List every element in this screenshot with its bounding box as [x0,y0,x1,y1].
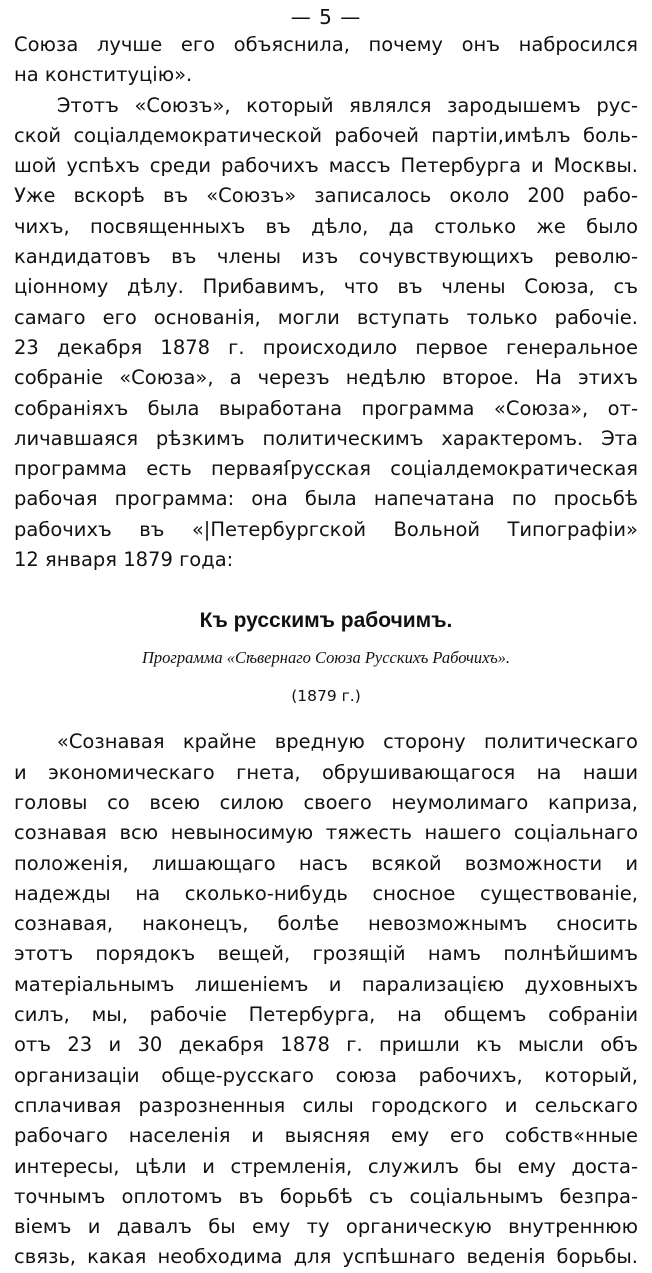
text-line: матеріальнымъ лишеніемъ и парализацією духовныхъ [14,972,638,996]
text-line: связь, какая необходима для успѣшнаго веденія борьбы. [14,1245,638,1269]
text-line: Союза лучше его объяснила, почему онъ набросился [14,33,638,56]
text-line: точнымъ оплотомъ въ борьбѣ съ соціальнымъ безпра- [14,1184,638,1208]
page-number: — 5 — [290,5,362,29]
text-line: сознавая, наконецъ, болѣе невозможнымъ сносить [14,912,638,936]
text-line: сознавая всю невыносимую тяжесть нашего соціальнаго [14,821,638,845]
text-line: рабочихъ въ «|Петербургской Вольной Типографіи» [14,517,638,541]
text-line: интересы, цѣли и стремленія, служилъ бы ему доста- [14,1154,638,1178]
program-paragraph [14,727,638,1272]
text-line: чихъ, посвященныхъ въ дѣло, да столько же было [14,214,638,238]
text-line: самаго его основанія, могли вступать только рабочіе. [14,305,638,329]
text-line: Этотъ «Союзъ», который являлся зародышемъ рус- [56,93,638,117]
text-line: шой успѣхъ среди рабочихъ массъ Петербурга и Москвы. [14,154,638,178]
text-line: рабочая программа: она была напечатана по просьбѣ [14,487,638,511]
text-line: 23 декабря 1878 г. происходило первое генеральное [14,335,638,359]
section-heading: Къ русскимъ рабочимъ. [199,609,453,633]
text-line: головы со всею силою своего неумолимаго каприза, [14,790,638,814]
text-line: «Сознавая крайне вредную сторону политическаго [56,730,638,754]
text-line: положенія, лишающаго насъ всякой возможности и [14,851,638,875]
text-line: 12 января 1879 года: [14,548,234,572]
text-line: организаціи обще-русскаго союза рабочихъ, который, [14,1063,638,1087]
year-label: (1879 г.) [291,687,361,706]
text-line: собраніе «Союза», а черезъ недѣлю второе. На этихъ [14,366,638,390]
section-subheading: Программа «Сѣвернаго Союза Русскихъ Рабочихъ». [141,648,511,668]
text-line: личавшаяся рѣзкимъ политическимъ характеромъ. Эта [14,426,638,450]
text-line: программа есть перваяſрусская соціалдемократическая [14,457,638,481]
text-line: Уже вскорѣ въ «Союзъ» записалось около 200 рабо- [14,184,638,208]
text-line: ціонному дѣлу. Прибавимъ, что въ члены Союза, съ [14,275,638,299]
intro-paragraphs [14,30,638,575]
text-line: отъ 23 и 30 декабря 1878 г. пришли къ мысли объ [14,1033,638,1057]
text-line: и экономическаго гнета, обрушивающагося на наши [14,760,638,784]
text-line: віемъ и давалъ бы ему ту органическую внутреннюю [14,1215,638,1239]
text-line: на конституцію». [14,63,193,87]
text-line: надежды на сколько-нибудь сносное существованіе, [14,881,638,905]
text-line: силъ, мы, рабочіе Петербурга, на общемъ собраніи [14,1003,638,1027]
text-line: собраніяхъ была выработана программа «Союза», от- [14,396,638,420]
book-page [14,4,638,1273]
text-line: сплачивая разрозненныя силы городского и сельскаго [14,1093,638,1117]
text-line: рабочаго населенія и выясняя ему его собств«нные [14,1124,638,1148]
text-line: кандидатовъ въ члены изъ сочувствующихъ револю- [14,245,638,269]
text-line: этотъ порядокъ вещей, грозящій намъ полнѣйшимъ [14,942,638,966]
text-line: ской соціалдемократической рабочей партіи,имѣлъ боль- [14,123,638,147]
